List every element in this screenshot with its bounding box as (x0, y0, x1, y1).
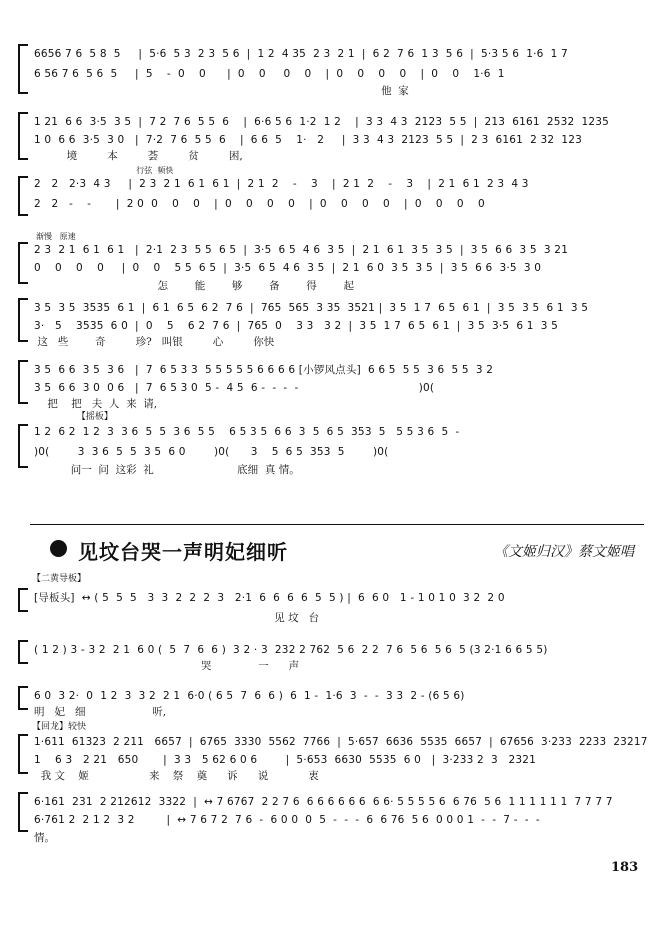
system-brace (18, 588, 28, 612)
page-number: 183 (611, 860, 639, 875)
score-line: 1 6 3 2 21 650 | 3 3 5 62 6 0 6 | 5·653 6630 5535 6 0 | 3·233 2 3 2321 (34, 754, 537, 766)
lyrics-line: 境 本 荟 贫 困, (60, 150, 243, 162)
score-line: 1 0 6 6 3·5 3 0 | 7·2 7 6 5 5 6 | 6 6 5 1· 2 | 3 3 4 3 2123 5 5 | 2 3 6161 2 32 123 (34, 134, 583, 146)
system-brace (18, 640, 28, 664)
score-line: [导板头] ↔ ( 5 5 5 3 3 2 2 2 3 2·1 6 6 6 6 5 5 ) | 6 6 0 1 - 1 0 1 0 3 2 2 0 (34, 592, 505, 604)
score-line: 2 3 2 1 6 1 6 1 | 2·1 2 3 5 5 6 5 | 3·5 6 5 4 6 3 5 | 2 1 6 1 3 5 3 5 | 3 5 6 6 3 5 3 21 (34, 244, 569, 256)
score-line: 0 0 0 0 | 0 0 5 5 6 5 | 3·5 6 5 4 6 3 5 | 2 1 6 0 3 5 3 5 | 3 5 6 6 3·5 3 0 (34, 262, 542, 274)
performance-note: 【二黄导板】 (32, 574, 87, 584)
lyrics-line: 见 坟 台 (34, 612, 320, 624)
score-line: 6 56 7 6 5 6 5 | 5 - 0 0 | 0 0 0 0 | 0 0 0 0 | 0 0 1·6 1 (34, 68, 505, 80)
score-line: 2 2 - - | 2 0 0 0 0 | 0 0 0 0 | 0 0 0 0 | 0 0 0 0 (34, 198, 485, 210)
song-title: 见坟台哭一声明妃细听 (78, 540, 288, 564)
system-brace (18, 424, 28, 468)
score-line: 6·161 231 2 212612 3322 | ↔ 7 6767 2 2 7 6 6 6 6 6 6 6 6 6· 5 5 5 5 6 6 76 5 6 1 1 1 1 1 1 7 7 7 7 (34, 796, 613, 808)
song-source: 《文姬归汉》蔡文姬唱 (494, 544, 634, 560)
lyrics-line: 他 家 (34, 85, 409, 97)
system-brace (18, 734, 28, 774)
score-line: 2 2 2·3 4 3 | 2 3 2 1 6 1 6 1 | 2 1 2 - 3 | 2 1 2 - 3 | 2 1 6 1 2 3 4 3 (34, 178, 529, 190)
score-line: ( 1 2 ) 3 - 3 2 2 1 6 0 ( 5 7 6 6 ) 3 2 · 3 232 2 762 5 6 2 2 7 6 5 6 5 6 5 (3 2·1 6 6 5 5) (34, 644, 548, 656)
score-line: 3 5 6 6 3 5 3 6 | 7 6 5 3 3 5 5 5 5 5 6 6 6 6 [小锣风点头] 6 6 5 5 5 3 6 5 5 3 2 (34, 364, 494, 376)
lyrics-line: 问一 问 这彩 礼 底细 真 情。 (34, 464, 300, 476)
system-brace (18, 686, 28, 710)
performance-note: 【摇板】 (34, 412, 113, 422)
lyrics-line: 怎 能 够 备 得 起 (34, 280, 354, 292)
lyrics-line: 把 把 夫 人 来 请, (34, 398, 158, 410)
system-brace (18, 112, 28, 160)
score-line: 3 5 6 6 3 0 0 6 | 7 6 5 3 0 5 - 4 5 6 - - - - )0( (34, 382, 435, 394)
lyrics-line: 这 些 奇 珍? 叫银 心 你快 (34, 336, 275, 348)
score-line: 1 21 6 6 3·5 3 5 | 7 2 7 6 5 5 6 | 6·6 5 6 1·2 1 2 | 3 3 4 3 2123 5 5 | 213 6161 2532 1235 (34, 116, 609, 128)
performance-note: 行弦 频快 (60, 166, 174, 175)
performance-note: 【回龙】较快 (32, 722, 87, 732)
song-title-bar (40, 536, 640, 566)
lyrics-line: 我 文 姬 来 祭 奠 诉 说 衷 (34, 770, 319, 782)
lyrics-line: 哭 一 声 (34, 660, 300, 672)
system-brace (18, 176, 28, 216)
score-line: 3 5 3 5 3535 6 1 | 6 1 6 5 6 2 7 6 | 765 565 3 35 3521 | 3 5 1 7 6 5 6 1 | 3 5 3 5 6 1 3 5 (34, 302, 589, 314)
lyrics-line: 明 妃 细 听, (34, 706, 167, 718)
system-brace (18, 360, 28, 404)
performance-note: 渐慢 原速 (36, 232, 76, 241)
section-divider (30, 524, 644, 525)
score-line: 1 2 6 2 1 2 3 3 6 5 5 3 6 5 5 6 5 3 5 6 6 3 5 6 5 353 5 5 5 3 6 5 - (34, 426, 460, 438)
score-line: 6656 7 6 5 8 5 | 5·6 5 3 2 3 5 6 | 1 2 4 35 2 3 2 1 | 6 2 7 6 1 3 5 6 | 5·3 5 6 1·6 1 7 (34, 48, 568, 60)
score-line: 3· 5 3535 6 0 | 0 5 6 2 7 6 | 765 0 3 3 3 2 | 3 5 1 7 6 5 6 1 | 3 5 3·5 6 1 3 5 (34, 320, 559, 332)
system-brace (18, 44, 28, 94)
system-brace (18, 242, 28, 284)
score-line: 1·611 61323 2 211 6657 | 6765 3330 5562 7766 | 5·657 6636 5535 6657 | 67656 3·233 2233 23217 (34, 736, 648, 748)
score-line: 6·761 2 2 1 2 3 2 | ↔ 7 6 7 2 7 6 - 6 0 0 0 5 - - - 6 6 76 5 6 0 0 0 1 - - 7 - - - (34, 814, 540, 826)
system-brace (18, 298, 28, 342)
score-line: 6 0 3 2· 0 1 2 3 3 2 2 1 6·0 ( 6 5 7 6 6 ) 6 1 - 1·6 3 - - 3 3 2 - (6 5 6) (34, 690, 465, 702)
lyrics-line: 情。 (34, 832, 55, 844)
score-line: )0( 3 3 6 5 5 3 5 6 0 )0( 3 5 6 5 353 5 )0( (34, 446, 389, 458)
system-brace (18, 792, 28, 832)
bullet-icon (50, 540, 67, 557)
